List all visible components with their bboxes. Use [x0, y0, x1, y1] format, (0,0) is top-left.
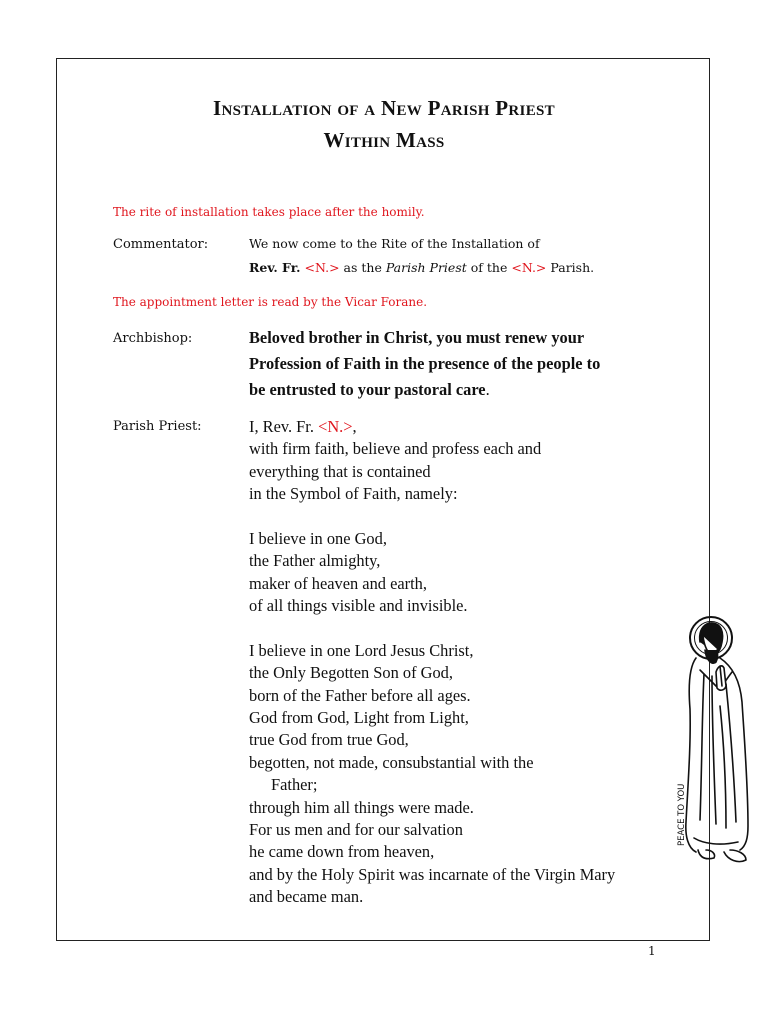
- creed-line-d-2: For us men and for our salvation: [249, 820, 463, 840]
- archbishop-label: Archbishop:: [113, 331, 193, 346]
- parish-priest-italic: Parish Priest: [385, 260, 467, 275]
- archbishop-text: [249, 325, 600, 403]
- creed-line-c-5: true God from true God,: [249, 730, 409, 750]
- commentator-line1: We now come to the Rite of the Installation of: [249, 236, 540, 251]
- parish-placeholder: <N.>: [511, 260, 547, 275]
- creed-line-a-1: with firm faith, believe and profess each and: [249, 439, 542, 459]
- document-title-line2: Within Mass: [323, 128, 445, 152]
- archbishop-line3: be entrusted to your pastoral care: [249, 380, 486, 399]
- creed-line-b-1: I believe in one God,: [249, 528, 387, 548]
- creed-line-b-3: maker of heaven and earth,: [249, 573, 427, 593]
- creed-line-c-2: the Only Begotten Son of God,: [249, 663, 453, 683]
- as-the: as the: [343, 260, 382, 275]
- rubric-installation: The rite of installation takes place after the homily.: [113, 205, 425, 219]
- rev-fr: Rev. Fr.: [249, 260, 301, 275]
- praying-figure-illustration: [676, 614, 758, 866]
- creed-intro: I, Rev. Fr. <N.>,: [249, 417, 357, 436]
- creed-line-d-3: he came down from heaven,: [249, 842, 435, 862]
- creed-line-d-4: and by the Holy Spirit was incarnate of the Virgin Mary: [249, 864, 616, 884]
- creed-line-father: Father;: [271, 775, 318, 795]
- of-the: of the: [470, 260, 508, 275]
- archbishop-line2: Profession of Faith in the presence of the people to: [249, 354, 601, 373]
- creed-line-d-1: through him all things were made.: [249, 797, 474, 817]
- archbishop-line1: Beloved brother in Christ, you must renew your: [249, 328, 585, 347]
- document-title-line1: Installation of a New Parish Priest: [213, 96, 555, 120]
- commentator-line2: [249, 262, 594, 275]
- creed-line-b-2: the Father almighty,: [249, 551, 381, 571]
- page-number: 1: [648, 944, 656, 958]
- creed-line-a-2: everything that is contained: [249, 461, 431, 481]
- peace-caption: PEACE TO YOU: [677, 783, 687, 846]
- creed-line-a-3: in the Symbol of Faith, namely:: [249, 484, 458, 504]
- rubric-appointment: The appointment letter is read by the Vicar Forane.: [113, 295, 428, 309]
- name-placeholder: <N.>: [304, 260, 340, 275]
- creed-line-c-6: begotten, not made, consubstantial with the: [249, 752, 534, 772]
- creed-line-c-1: I believe in one Lord Jesus Christ,: [249, 640, 474, 660]
- parish-priest-label: Parish Priest:: [113, 419, 202, 434]
- creed-line-c-4: God from God, Light from Light,: [249, 708, 469, 728]
- creed-line-d-5: and became man.: [249, 887, 364, 907]
- creed-line-c-3: born of the Father before all ages.: [249, 685, 471, 705]
- archbishop-period: .: [485, 380, 490, 399]
- parish-word: Parish.: [550, 260, 595, 275]
- commentator-label: Commentator:: [113, 237, 209, 252]
- creed-line-b-4: of all things visible and invisible.: [249, 596, 468, 616]
- creed-text: [249, 416, 615, 909]
